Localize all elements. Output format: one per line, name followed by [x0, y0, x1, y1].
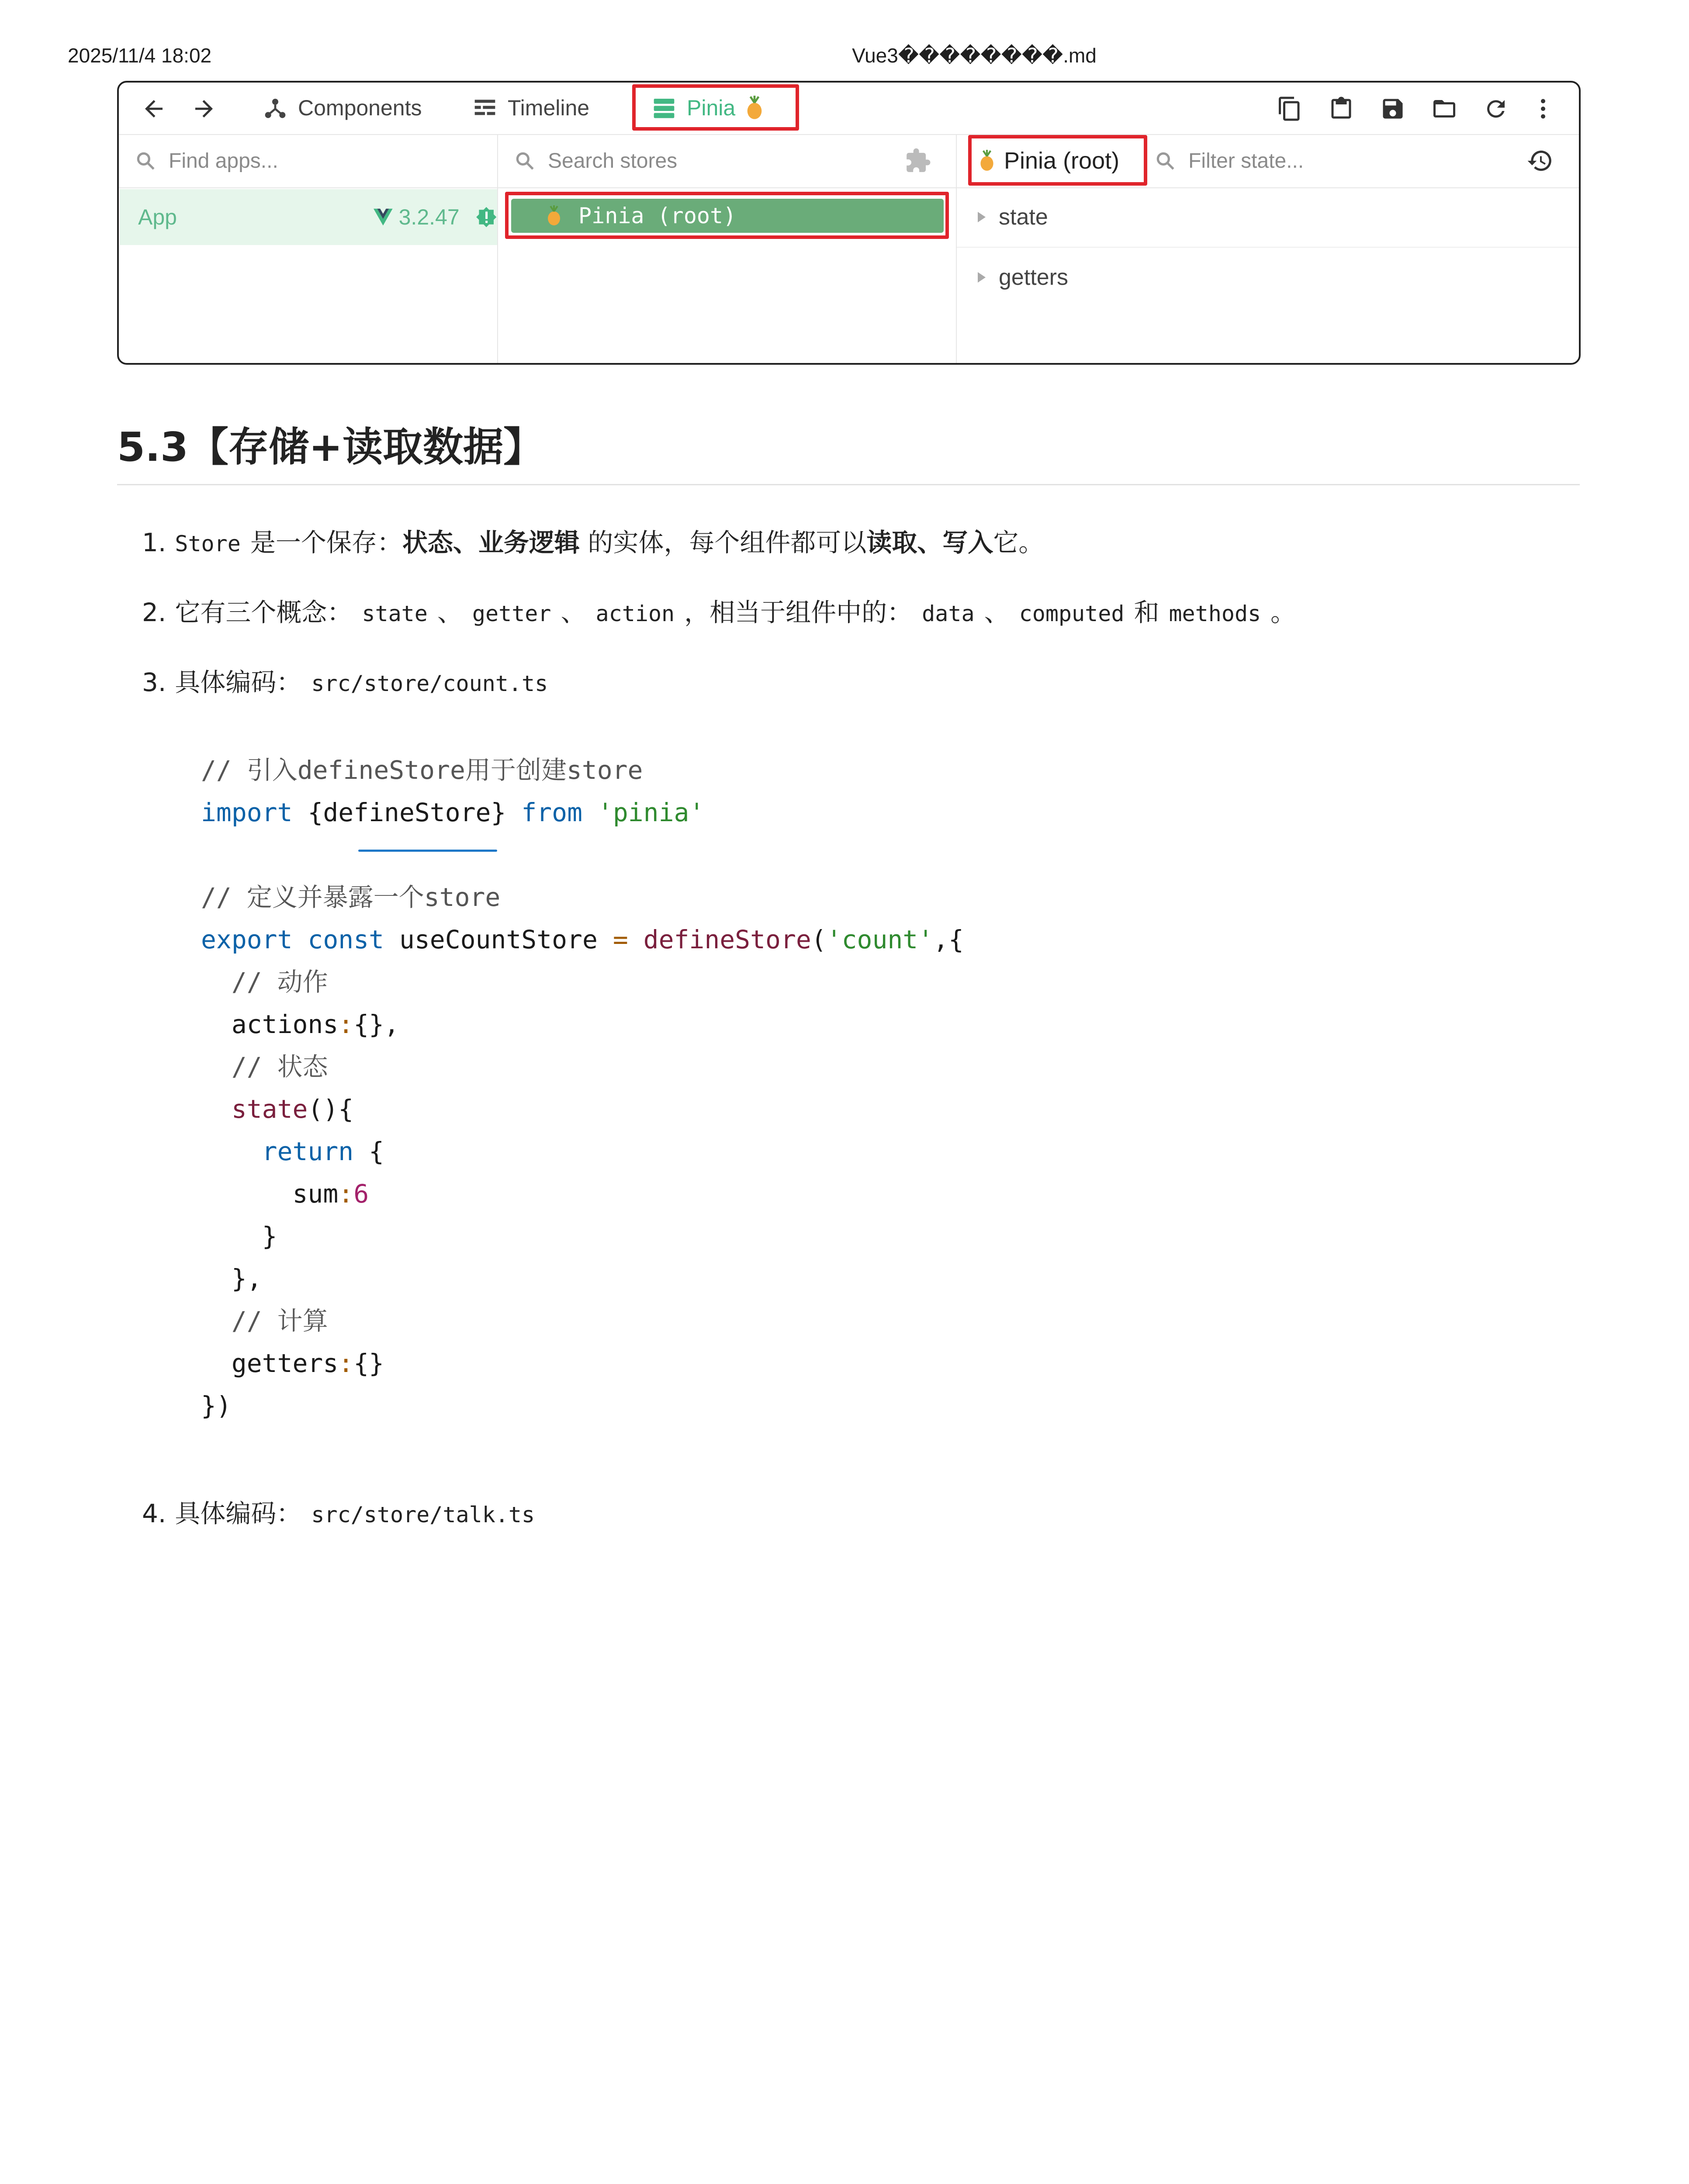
inline-code: src/store/count.ts: [311, 671, 548, 696]
text: 的实体，每个组件都可以: [579, 528, 867, 557]
tab-timeline[interactable]: [473, 92, 589, 124]
heading-divider: [117, 484, 1580, 485]
code-text: {defineStore}: [292, 798, 522, 827]
bold-text: 读取: [866, 528, 917, 557]
copy-icon[interactable]: [1277, 96, 1303, 122]
code-keyword: import: [201, 798, 293, 827]
inline-code: action: [595, 601, 675, 626]
tab-components[interactable]: [263, 92, 422, 124]
squiggle-underline: [358, 850, 497, 852]
vue-logo-icon: [374, 207, 393, 227]
components-icon: [263, 96, 287, 120]
text: 和: [1134, 598, 1159, 627]
inline-code: src/store/talk.ts: [311, 1502, 535, 1527]
code-keyword: export: [201, 925, 293, 954]
text: 具体编码：: [175, 1499, 302, 1528]
code-line-blank: [201, 834, 964, 876]
stores-pane: [498, 134, 957, 363]
tab-pinia-label: Pinia: [687, 96, 736, 120]
store-highlight: [505, 192, 949, 239]
apps-pane: [119, 134, 498, 363]
text: 、: [984, 598, 1010, 627]
code-keyword: const: [292, 925, 384, 954]
search-icon: [135, 150, 156, 172]
code-number: 6: [353, 1179, 369, 1209]
code-comment: // 状态: [201, 1052, 328, 1082]
bold-text: 写入: [942, 528, 993, 557]
text: 、: [453, 528, 478, 557]
timeline-icon: [473, 96, 497, 120]
code-line: [201, 1088, 964, 1130]
folder-icon[interactable]: [1431, 96, 1457, 122]
code-line: [201, 1130, 964, 1173]
list-number: 3.: [142, 667, 166, 697]
code-line: }): [201, 1391, 232, 1420]
code-line: [201, 1173, 964, 1215]
list-item: [142, 1493, 544, 1530]
text: 是一个保存：: [250, 528, 402, 557]
code-text: {}: [353, 1348, 384, 1378]
tree-node-label: getters: [999, 265, 1068, 290]
code-keyword: return: [201, 1137, 354, 1166]
bold-text: 状态: [402, 528, 453, 557]
bold-text: 业务逻辑: [478, 528, 580, 557]
text: 、: [561, 598, 586, 627]
code-comment: // 动作: [201, 967, 328, 997]
alert-icon: [475, 204, 497, 230]
text: 具体编码：: [175, 667, 302, 697]
text: 、: [917, 528, 943, 557]
inline-code: Store: [175, 531, 241, 556]
store-item-label: Pinia (root): [578, 203, 737, 228]
save-icon[interactable]: [1380, 96, 1406, 122]
code-operator: :: [338, 1179, 354, 1209]
tree-node-label: state: [999, 204, 1048, 230]
code-text: getters: [201, 1348, 339, 1378]
history-icon[interactable]: [1526, 147, 1554, 174]
code-line: }: [201, 1221, 277, 1251]
tab-components-label: Components: [298, 96, 422, 120]
text: 它有三个概念：: [175, 598, 353, 627]
inline-code: methods: [1169, 601, 1261, 626]
code-text: useCountStore: [384, 925, 613, 954]
inline-code: getter: [472, 601, 551, 626]
text: 。: [1270, 598, 1296, 627]
code-line: [201, 1003, 964, 1046]
tree-node-state[interactable]: [957, 187, 1579, 248]
code-line: [201, 919, 964, 961]
list-item: [142, 592, 1296, 629]
inline-code: computed: [1019, 601, 1125, 626]
list-item: [142, 522, 1044, 559]
code-keyword: from: [521, 798, 582, 827]
code-comment: // 定义并暴露一个store: [201, 882, 501, 912]
print-title: Vue3��������.md: [852, 44, 1097, 67]
devtools-toolbar: [119, 83, 1579, 135]
app-name: App: [138, 205, 177, 229]
code-text: actions: [201, 1009, 339, 1039]
code-comment: // 计算: [201, 1306, 328, 1336]
text: ，相当于组件中的：: [684, 598, 913, 627]
store-title-highlight: [968, 135, 1147, 186]
code-text: (: [811, 925, 827, 954]
print-datetime: 2025/11/4 18:02: [68, 44, 212, 67]
code-function: defineStore: [628, 925, 811, 954]
code-operator: :: [338, 1009, 354, 1039]
code-text: sum: [201, 1179, 339, 1209]
pinia-tab-highlight: [632, 84, 799, 131]
text: 它。: [993, 528, 1044, 557]
expand-arrow-icon: [978, 212, 986, 222]
code-block: [201, 749, 964, 1427]
search-stores-field[interactable]: [498, 134, 956, 188]
code-line: [201, 1342, 964, 1385]
clipboard-icon[interactable]: [1328, 96, 1354, 122]
tree-node-getters[interactable]: [957, 248, 1579, 307]
code-operator: :: [338, 1348, 354, 1378]
forward-arrow-icon[interactable]: [191, 96, 217, 122]
inline-code: state: [362, 601, 428, 626]
list-number: 2.: [142, 598, 166, 627]
code-function: state: [201, 1094, 308, 1124]
find-apps-placeholder: Find apps...: [169, 149, 278, 173]
plugin-icon[interactable]: [904, 147, 931, 174]
code-line: [201, 791, 964, 834]
inspector-pane: [957, 134, 1579, 363]
code-line: },: [201, 1264, 262, 1293]
list-number: 4.: [142, 1499, 166, 1528]
search-icon: [1154, 150, 1176, 172]
search-icon: [514, 150, 536, 172]
code-operator: =: [613, 925, 628, 954]
list-item: [142, 662, 557, 698]
search-stores-placeholder: Search stores: [548, 149, 678, 173]
code-comment: // 引入defineStore用于创建store: [201, 755, 643, 785]
inline-code: data: [922, 601, 975, 626]
inspector-store-title: Pinia (root): [1004, 148, 1120, 174]
expand-arrow-icon: [978, 272, 986, 283]
vue-devtools-screenshot: [117, 81, 1581, 365]
vue-version: 3.2.47: [398, 205, 460, 229]
refresh-icon[interactable]: [1483, 96, 1509, 122]
back-arrow-icon[interactable]: [141, 96, 167, 122]
list-number: 1.: [142, 528, 166, 557]
more-vert-icon[interactable]: [1530, 96, 1556, 122]
find-apps-search[interactable]: [119, 134, 497, 188]
code-text: {: [353, 1137, 384, 1166]
text: 、: [437, 598, 463, 627]
code-string: 'count': [826, 925, 934, 954]
tab-timeline-label: Timeline: [508, 96, 590, 120]
section-heading: 5.3【存储+读取数据】: [117, 424, 544, 470]
code-string: 'pinia': [582, 798, 705, 827]
code-text: (){: [308, 1094, 354, 1124]
code-text: ,{: [933, 925, 964, 954]
code-text: {},: [353, 1009, 399, 1039]
filter-state-input[interactable]: Filter state...: [1188, 149, 1304, 173]
app-row[interactable]: [120, 189, 497, 245]
